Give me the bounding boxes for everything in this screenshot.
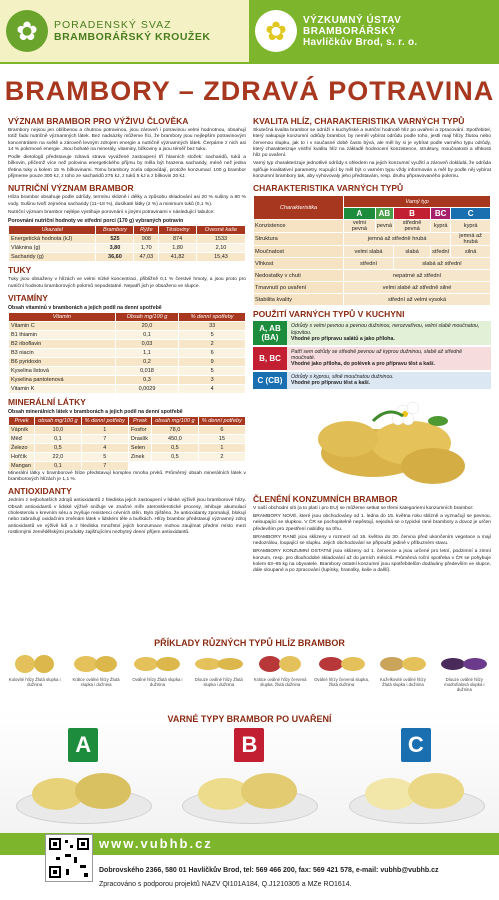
cone-oval-potatoes-icon: [375, 651, 430, 677]
table-row: [9, 244, 246, 253]
table-cell: 41,82: [159, 253, 197, 262]
example-item: [314, 651, 369, 692]
table-cell: 5: [179, 366, 246, 375]
table-cell: 15: [198, 434, 245, 443]
paragraph: BRAMBORY NOVÉ, které jsou obchodovány od 1. ledna do 15. května roku sklizně a vyznačují se pevnou, neloupající se slupkou. V ČR se pochopitelně nepěstují, nejedná se o typické rané brambory a dovoz je určen především pro zpestření nabídky na trhu.: [253, 513, 491, 532]
table-cell: B1 thiamin: [9, 330, 116, 339]
table-cell: 4: [179, 384, 246, 393]
table-row: [9, 384, 246, 393]
use-description: [287, 372, 491, 389]
table-header: % denní potřeby: [81, 416, 128, 425]
table-cell: Selen: [128, 443, 151, 452]
table-cell: střední až velmi vysoká: [344, 294, 491, 306]
footer-address: Dobrovského 2366, 580 01 Havlíčkův Brod, tel: 569 466 200, fax: 569 421 578, e-mail: vubhb@vubhb.cz: [99, 867, 439, 874]
purple-long-oval-potatoes-icon: [437, 651, 492, 677]
table-row: [9, 452, 246, 461]
table-cell: Moučnatost: [254, 246, 344, 258]
use-recommendation: Vhodné jako příloha, do polévek a pro přípravu těst a kaší.: [291, 361, 435, 368]
cooked-potatoes-b-image: [194, 766, 304, 816]
type-a-label: A: [68, 728, 98, 762]
table-cell: 525: [96, 235, 134, 244]
table-cell: 0,03: [115, 339, 179, 348]
potatoes-with-flowers-image: [253, 391, 491, 491]
table-cell: kyprá: [451, 220, 491, 233]
footer: [0, 833, 499, 900]
type-c-badge: C (CB): [253, 372, 287, 389]
table-cell: 450,0: [152, 434, 199, 443]
examples-title: PŘÍKLADY RŮZNÝCH TYPŮ HLÍZ BRAMBOR: [154, 638, 345, 648]
table-cell: Energetická hodnota (kJ): [9, 235, 96, 244]
table-header: Brambory: [96, 226, 134, 235]
table-row: [9, 321, 246, 330]
table-cell: 5: [179, 330, 246, 339]
table-cell: 1,70: [134, 244, 159, 253]
type-b-badge: B, BC: [253, 347, 287, 370]
table-cell: [198, 461, 245, 470]
variety-b: [174, 726, 324, 826]
paragraph: Hlíza brambor obsahuje podle odrůdy, termínu sklizně i délky a způsobu skladování asi 20 % sušiny a 80 % vody. Sušinu tvoří zejména sacharidy (11–18 %), dusíkaté látky (2 %) a minimum tuků (0,1 %).: [8, 195, 246, 207]
website-link[interactable]: www.vubhb.cz: [99, 836, 213, 851]
cooked-potatoes-a-image: [28, 766, 138, 816]
table-cell: velmi slabé až středně silné: [344, 282, 491, 294]
table-row: [254, 220, 491, 233]
use-row-a: [253, 321, 491, 344]
example-label: Dlouze oválné hlízy modrofialová slupka i dužnina: [444, 677, 485, 692]
table-cell: Mangan: [9, 461, 35, 470]
red-oval-potatoes-icon: [314, 651, 369, 677]
table-header: Obsah mg/100 g: [115, 312, 179, 321]
table-cell: 6: [198, 425, 245, 434]
example-item: [130, 651, 185, 692]
table-cell: Hořčík: [9, 452, 35, 461]
table-cell: středně pevná: [394, 220, 431, 233]
paragraph: Varný typ charakterizuje jednotlivé odrůdy s ohledem na jejich konzumní využití a zároveň dokládá, že odrůda splňuje kvalitativní parametry. Kupující by měl být o varném typu vždy informován a měl by podle něj vybírat konzumní brambory tak, aby vyhovovaly jeho představám, resp. druhu připravovaného pokrmu.: [253, 161, 491, 180]
use-recommendation: Vhodné pro přípravu těst a kaší.: [291, 380, 370, 387]
org-right-line1: VÝZKUMNÝ ÚSTAV: [303, 14, 402, 26]
table-cell: 1533: [196, 235, 245, 244]
table-cell: 0,1: [35, 434, 82, 443]
table-cell: Vláknina (g): [9, 244, 96, 253]
header: [0, 0, 499, 62]
table-cell: kyprá: [431, 220, 451, 233]
table-header: Prvek: [9, 416, 35, 425]
table-cell: 0,5: [152, 443, 199, 452]
table-cell: 1,1: [115, 348, 179, 357]
section-title: KVALITA HLÍZ, CHARAKTERISTIKA VARNÝCH TYPŮ: [253, 116, 465, 126]
table-cell: Nedostatky v chuti: [254, 270, 344, 282]
table-header: Ukazatel: [9, 226, 96, 235]
table-cell: 15,43: [196, 253, 245, 262]
example-item: [69, 651, 124, 692]
table-cell: nepatrné až střední: [344, 270, 491, 282]
table-row: [254, 246, 491, 258]
table-cell: 7: [81, 461, 128, 470]
table-cell: Fosfor: [128, 425, 151, 434]
header-left: [0, 0, 249, 62]
table-cell: 2: [198, 452, 245, 461]
table-cell: slabá: [394, 246, 431, 258]
table-cell: 0,1: [115, 330, 179, 339]
variety-a: [8, 726, 158, 826]
type-a-badge: A, AB (BA): [253, 321, 287, 344]
use-detail: Patří sem odrůdy se středně pevnou až kyprou dužninou, slabě až středně moučnaté.: [291, 348, 463, 361]
paragraph: BRAMBORY KONZUMNÍ OSTATNÍ jsou sklizeny od 1. července a jsou určené pro letní, podzimní a zimní konzum, resp. pro dlouhodobé skladování až do jarních měsíců. Průměrná roční spotřeba v ČR se pohybuje kolem 63–65 kg na obyvatele. Brambory ostatní konzumní jsou spotřebitelům dodávány především ve slupce, dále oloupané a po zpracování (lupínky, hranolky, kaše a další).: [253, 549, 491, 574]
table-cell: 1: [81, 425, 128, 434]
table-cell: 33: [179, 321, 246, 330]
paragraph: V naší obchodní síti (a to platí i pro EU) se můžeme setkat se třemi kategoriemi konzumních brambor:: [253, 505, 474, 511]
example-item: [191, 651, 246, 692]
table-header: Varný typ: [344, 196, 491, 208]
table-cell: 36,60: [96, 253, 134, 262]
type-b-label: B: [234, 728, 264, 762]
org-right-line2: BRAMBORÁŘSKÝ: [303, 25, 397, 37]
org-right-line3: Havlíčkův Brod, s. r. o.: [303, 36, 418, 48]
vitamins-table: [8, 312, 246, 394]
varieties-section: [0, 708, 499, 833]
table-cell: Struktura: [254, 233, 344, 246]
example-item: [253, 651, 308, 692]
table-cell: 3,80: [96, 244, 134, 253]
table-header: % denní spotřeby: [179, 312, 246, 321]
table-header: Těstoviny: [159, 226, 197, 235]
table-cell: jemná až středně hrubá: [344, 233, 451, 246]
table-row: [254, 282, 491, 294]
table-cell: 0,5: [152, 452, 199, 461]
table-cell: B3 niacin: [9, 348, 116, 357]
table-cell: 0,1: [35, 461, 82, 470]
qr-code-icon: [45, 834, 93, 882]
red-short-oval-potatoes-icon: [253, 651, 308, 677]
use-description: [287, 321, 491, 344]
table-cell: 22,0: [35, 452, 82, 461]
table-cell: 5: [81, 452, 128, 461]
type-a-header: A: [344, 208, 376, 220]
paragraph: Nutriční význam brambor nejlépe vystihuje porovnání s jinými potravinami v následující tabulce:: [8, 209, 215, 215]
flower-logo-icon: ✿: [6, 10, 48, 52]
table-cell: Sacharidy (g): [9, 253, 96, 262]
page-title: BRAMBORY – ZDRAVÁ POTRAVINA: [4, 76, 495, 106]
table-cell: 6: [179, 348, 246, 357]
table-row: [9, 366, 246, 375]
yellow-round-potatoes-icon: [7, 651, 62, 677]
section-title: ANTIOXIDANTY: [8, 486, 72, 497]
footer-project: Zpracováno s podporou projektů NAZV QI101A184, Q.J1210305 a MZe RO1614.: [99, 881, 352, 888]
type-b-header: B: [394, 208, 431, 220]
org-left-line2: BRAMBORÁŘSKÝ KROUŽEK: [54, 31, 211, 43]
table-cell: 0,0029: [115, 384, 179, 393]
example-label: Oválné hlízy Žlutá slupka i dužnina: [132, 677, 183, 687]
section-title: MINERÁLNÍ LÁTKY: [8, 396, 86, 407]
table-cell: velmi slabá: [344, 246, 394, 258]
use-detail: Odrůdy s velmi pevnou a pevnou dužninou, nerozvařivou, velmi slabě moučnatou, lojovitou.: [291, 323, 480, 336]
section-title: VÝZNAM BRAMBOR PRO VÝŽIVU ČLOVĚKA: [8, 116, 189, 126]
paragraph: BRAMBORY RANÉ jsou sklizeny v rozmezí od 16. května do 30. června před ukončením vegetace a mají nedozrálou, loupající se slupku. Jejich obchodování se připouští jedině v příbuzném stavu.: [253, 534, 491, 547]
example-item: [375, 651, 430, 692]
table-row: [9, 434, 246, 443]
table-header: % denní potřeby: [198, 416, 245, 425]
table-cell: Draslík: [128, 434, 151, 443]
table-row: [9, 375, 246, 384]
table-cell: 78,0: [152, 425, 199, 434]
table-cell: [128, 461, 151, 470]
table-cell: 0,3: [115, 375, 179, 384]
table-cell: 0,5: [35, 443, 82, 452]
table-cell: Konzistence: [254, 220, 344, 233]
table-header: Charakteristika: [254, 196, 344, 220]
table-caption: Obsah minerálních látek v bramborách a jejich podíl na denní spotřebě: [8, 408, 183, 415]
header-right: [249, 0, 499, 62]
table-row: [9, 357, 246, 366]
minerals-table: [8, 416, 246, 471]
type-ab-header: AB: [375, 208, 393, 220]
table-row: [9, 425, 246, 434]
section-title: TUKY: [8, 265, 32, 276]
table-row: [9, 461, 246, 470]
paragraph: Brambory nejsou jen oblíbenou a chutnou potravinou, jsou zároveň i potravinou velmi hodnotnou, obsahují totiž řadu nutričně významných látek. Bez nadsázky můžeme říci, že brambory jsou nejlepším potravinovým koncentrátem na světě a zároveň levným zdrojem energie a nutričně významných látek. Čerpáme z nich asi 14 % pokrmové energie. Jsou bohaté na minerály, vitaminy, bílkoviny a jsou téměř bez tuku.: [8, 128, 246, 152]
table-row: [254, 270, 491, 282]
yellow-oval-potatoes-icon: [130, 651, 185, 677]
table-cell: 908: [134, 235, 159, 244]
flower-logo-icon: ✿: [255, 10, 297, 52]
table-row: [9, 330, 246, 339]
table-cell: Vitamin K: [9, 384, 116, 393]
paragraph: Tuky jsou obsaženy v hlízách ve velmi nízké koncentraci, přibližně 0,1 % čerstvé hmoty, a jsou proto pro nutriční hodnotu bramborových pokrmů nepodstatné. Nepatří jich je obsaženo ve slupce.: [8, 277, 246, 289]
table-cell: Stabilita kvality: [254, 294, 344, 306]
use-detail: Odrůdy s kyprou, silně moučnatou dužninou.: [291, 373, 394, 380]
paragraph: Podle dietologů představuje zdravá strava vyvážené zastoupení tří hlavních složek: sacharidů, tuků a bílkovin, přičemž více než polovina energetického příjmu by měla být hrazena sacharidy, méně než jedna třetina tuky a kolem 15 % bílkovinami. Tomu brambory zcela odpovídají, protože konzumací 100 g brambor přijmeme pouze 300 kJ, z toho ze sacharidů 275 kJ, z tuků 5 kJ a z bílkovin 20 kJ.: [8, 155, 246, 180]
paragraph: Jedním z nejbohatších zdrojů antioxidantů z hlediska jejich zastoupení v lidské výživě jsou bramborové hlízy. Obsah antioxidantů v lidské výživě snižuje ve značné míře aterosklerotické procesy, inhibuje akumulaci cholesterolu v krevním séru a zvyšuje resistenci cévních stěn. Bylo zjištěno, že antioxidanty zpomalují, blokují nebo zabraňují oxidačním změnám látek v lidském těle a buňkách. Hlízy brambor představují významný zdroj antioxidantů ve výživě lidí a z hlediska množství jejich konzumace mohou zaujímat předmí místo mezi rostlinnými zemědělskými produkty zajišťujícími nezbytný denní příjem antioxidantů.: [8, 498, 246, 535]
table-cell: B6 pyridoxin: [9, 357, 116, 366]
section-title: CHARAKTERISTIKA VARNÝCH TYPŮ: [253, 183, 404, 194]
examples-row: [0, 651, 499, 692]
table-cell: Vápník: [9, 425, 35, 434]
table-cell: střední: [431, 246, 451, 258]
example-label: Krátce oválné hlízy červená slupka, žlutá dužnina: [253, 677, 307, 687]
example-label: Kulovité hlízy Žlutá slupka i dužnina: [8, 677, 61, 687]
table-cell: Vitamin C: [9, 321, 116, 330]
use-recommendation: Vhodné pro přípravu salátů a jako příloha.: [291, 336, 395, 343]
table-caption: Porovnání nutriční hodnoty ve střední porci (170 g) vybraných potravin: [8, 218, 184, 225]
example-label: Oválné hlízy červená slupka, žlutá dužnina: [314, 677, 370, 687]
table-header: obsah mg/100 g: [152, 416, 199, 425]
table-cell: [152, 461, 199, 470]
example-label: Kuželkovité oválné hlízy Žlutá slupka i dužnina: [380, 677, 426, 687]
table-cell: Vlhkost: [254, 258, 344, 270]
table-header: Vitamin: [9, 312, 116, 321]
table-cell: Železo: [9, 443, 35, 452]
table-row: [9, 235, 246, 244]
table-cell: 2,10: [196, 244, 245, 253]
table-cell: Zinek: [128, 452, 151, 461]
type-c-label: C: [401, 728, 431, 762]
table-cell: 9: [179, 357, 246, 366]
yellow-long-oval-potatoes-icon: [191, 651, 246, 677]
section-title: ČLENĚNÍ KONZUMNÍCH BRAMBOR: [253, 493, 398, 504]
header-divider: [0, 62, 499, 64]
table-cell: 4: [81, 443, 128, 452]
table-row: [9, 443, 246, 452]
varieties-row: [0, 726, 499, 826]
section-title: NUTRIČNÍ VÝZNAM BRAMBOR: [8, 183, 134, 194]
variety-c: [341, 726, 491, 826]
table-row: [9, 348, 246, 357]
table-cell: velmi pevná: [344, 220, 376, 233]
nutrition-table: [8, 225, 246, 262]
example-item: [7, 651, 62, 692]
table-cell: 1,80: [159, 244, 197, 253]
use-description: [287, 347, 491, 370]
table-cell: 1: [198, 443, 245, 452]
example-label: Dlouze oválné hlízy Žlutá slupka i dužnina: [194, 677, 243, 687]
table-cell: 2: [179, 339, 246, 348]
right-column: [253, 113, 491, 577]
table-cell: silná: [451, 246, 491, 258]
yellow-short-oval-potatoes-icon: [69, 651, 124, 677]
left-column: [8, 113, 246, 577]
use-row-c: [253, 372, 491, 389]
type-bc-header: BC: [431, 208, 451, 220]
table-row: [254, 294, 491, 306]
example-label: Krátce oválné hlízy Žlutá slupka i dužnina: [72, 677, 120, 687]
varieties-title: VARNÉ TYPY BRAMBOR PO UVAŘENÍ: [167, 714, 332, 724]
org-left-line1: PORADENSKÝ SVAZ: [54, 19, 172, 31]
type-c-header: C: [451, 208, 491, 220]
section-title: POUŽITÍ VARNÝCH TYPŮ V KUCHYNI: [253, 309, 405, 320]
table-row: [9, 253, 246, 262]
paragraph: Minerální látky v bramborové hlíze představují komplex mnoha prvků. Průměrný obsah minerálních látek v bramborových hlízách je 1,1 %.: [8, 470, 246, 483]
table-cell: 0,018: [115, 366, 179, 375]
table-header: Ovesné kaše: [196, 226, 245, 235]
table-cell: 0,2: [115, 357, 179, 366]
content-columns: [0, 113, 499, 577]
table-row: [254, 233, 491, 246]
cooked-potatoes-c-image: [361, 766, 471, 816]
example-item: [437, 651, 492, 692]
table-header: obsah mg/100 g: [35, 416, 82, 425]
table-row: [254, 258, 491, 270]
table-cell: střední: [344, 258, 394, 270]
examples-section: [0, 634, 499, 692]
table-cell: 874: [159, 235, 197, 244]
table-cell: 10,0: [35, 425, 82, 434]
table-cell: B2 riboflavin: [9, 339, 116, 348]
cooking-types-table: [253, 195, 491, 306]
table-caption: Obsah vitaminů v bramborách a jejich podíl na denní spotřebě: [8, 304, 162, 311]
table-header: Rýže: [134, 226, 159, 235]
use-row-b: [253, 347, 491, 370]
table-cell: 20,0: [115, 321, 179, 330]
table-cell: pevná: [375, 220, 393, 233]
table-cell: Měď: [9, 434, 35, 443]
table-cell: jemná až hrubá: [451, 233, 491, 246]
section-title: VITAMÍNY: [8, 292, 48, 303]
potato-photo: [253, 391, 491, 491]
table-cell: slabá až střední: [394, 258, 491, 270]
table-cell: Kyselina pantotenová: [9, 375, 116, 384]
table-cell: 3: [179, 375, 246, 384]
paragraph: Skutečná kvalita brambor se odráží v kuchyňské a nutriční hodnotě hlíz po uvaření a zpracování. Spotřebitel, který nakupuje konzumní odrůdy brambor, by neměl vybírat odrůdu podle toho, jestli mají hlízy žlutou nebo červenou slupku, jak to i v současné době často bývá, ale měl by si je vybírat podle varného typu odrůdy, který charakterizuje vnitřní kvalitu hlíz na základě hodnocení konzistence, struktury, moučnatosti a vlhkosti hlíz po uvaření.: [253, 128, 491, 159]
table-cell: Tmavnutí po uvaření: [254, 282, 344, 294]
table-cell: Kyselina listová: [9, 366, 116, 375]
table-row: [9, 339, 246, 348]
table-cell: 7: [81, 434, 128, 443]
table-cell: 47,03: [134, 253, 159, 262]
table-header: Prvek: [128, 416, 151, 425]
